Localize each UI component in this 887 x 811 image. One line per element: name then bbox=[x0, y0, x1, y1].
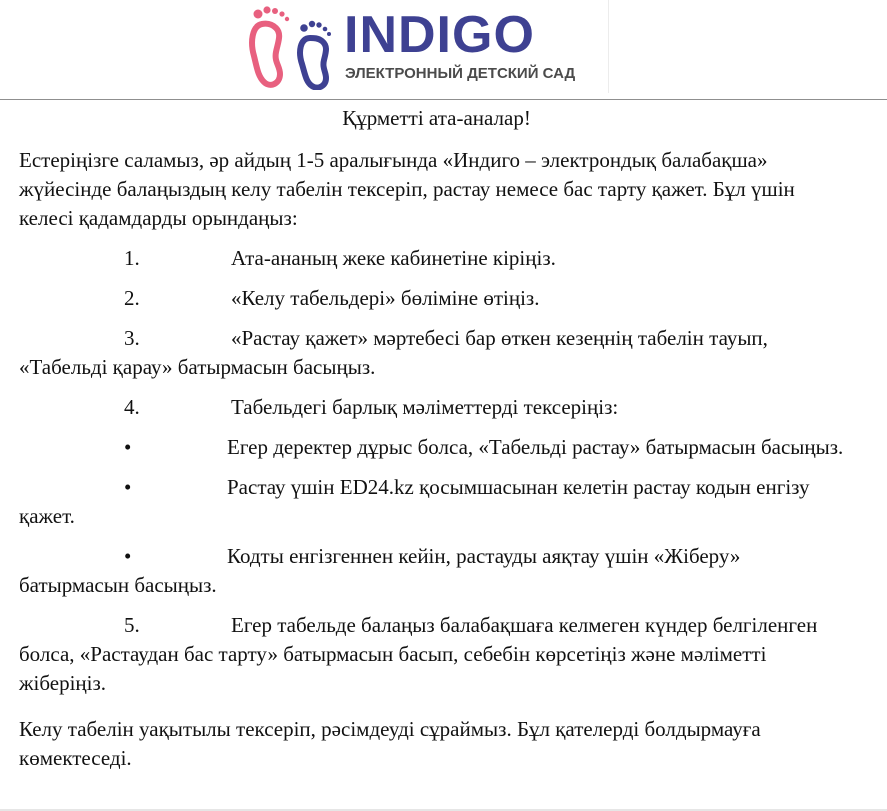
bullet-icon: • bbox=[124, 475, 132, 499]
bullet-item bbox=[19, 473, 854, 531]
step-text: «Растау қажет» мәртебесі бар өткен кезеңнің табелін тауып, «Табельді қарау» батырмасын басыңыз. bbox=[19, 326, 768, 379]
step-text: «Келу табельдері» бөліміне өтіңіз. bbox=[231, 286, 540, 310]
brand-name: INDIGO bbox=[344, 6, 535, 64]
bullet-icon: • bbox=[124, 544, 132, 568]
bullet-text: Егер деректер дұрыс болса, «Табельді растау» батырмасын басыңыз. bbox=[227, 435, 844, 459]
bullet-item bbox=[19, 433, 854, 462]
step-item bbox=[19, 324, 854, 382]
step-item bbox=[19, 244, 854, 273]
step-number: 5. bbox=[124, 613, 140, 637]
bullet-item bbox=[19, 542, 854, 600]
step-item bbox=[19, 284, 854, 313]
brand-subtitle: ЭЛЕКТРОННЫЙ ДЕТСКИЙ САД bbox=[345, 65, 576, 82]
step-text: Табельдегі барлық мәліметтерді тексеріңіз: bbox=[231, 395, 619, 419]
indigo-logo bbox=[242, 0, 609, 93]
step-number: 3. bbox=[124, 326, 140, 350]
header bbox=[0, 0, 887, 100]
step-text: Ата-ананың жеке кабинетіне кіріңіз. bbox=[231, 246, 556, 270]
bullet-text: Кодты енгізгеннен кейін, растауды аяқтау үшін «Жіберу» батырмасын басыңыз. bbox=[19, 544, 741, 597]
step-item bbox=[19, 611, 854, 698]
letter-body bbox=[19, 100, 854, 773]
baby-feet-icon bbox=[248, 4, 338, 90]
greeting: Құрметті ата-аналар! bbox=[342, 106, 531, 130]
intro-paragraph: Естеріңізге саламыз, әр айдың 1-5 аралығында «Индиго – электрондық балабақша» жүйесінде балаңыздың келу табелін тексеріп, растау немесе бас тарту қажет. Бұл үшін келесі қадамдарды орындаңыз: bbox=[19, 148, 795, 230]
step-number: 1. bbox=[124, 246, 140, 270]
step-text: Егер табельде балаңыз балабақшаға келмеген күндер белгіленген болса, «Растаудан бас тарту» батырмасын басып, себебін көрсетіңіз және мәліметті жіберіңіз. bbox=[19, 613, 818, 695]
step-item bbox=[19, 393, 854, 422]
bullet-text: Растау үшін ED24.kz қосымшасынан келетін растау кодын енгізу қажет. bbox=[19, 475, 810, 528]
step-number: 2. bbox=[124, 286, 140, 310]
bullet-icon: • bbox=[124, 435, 132, 459]
closing-paragraph: Келу табелін уақытылы тексеріп, рәсімдеуді сұраймыз. Бұл қателерді болдырмауға көмектеседі. bbox=[19, 717, 761, 770]
step-number: 4. bbox=[124, 395, 140, 419]
